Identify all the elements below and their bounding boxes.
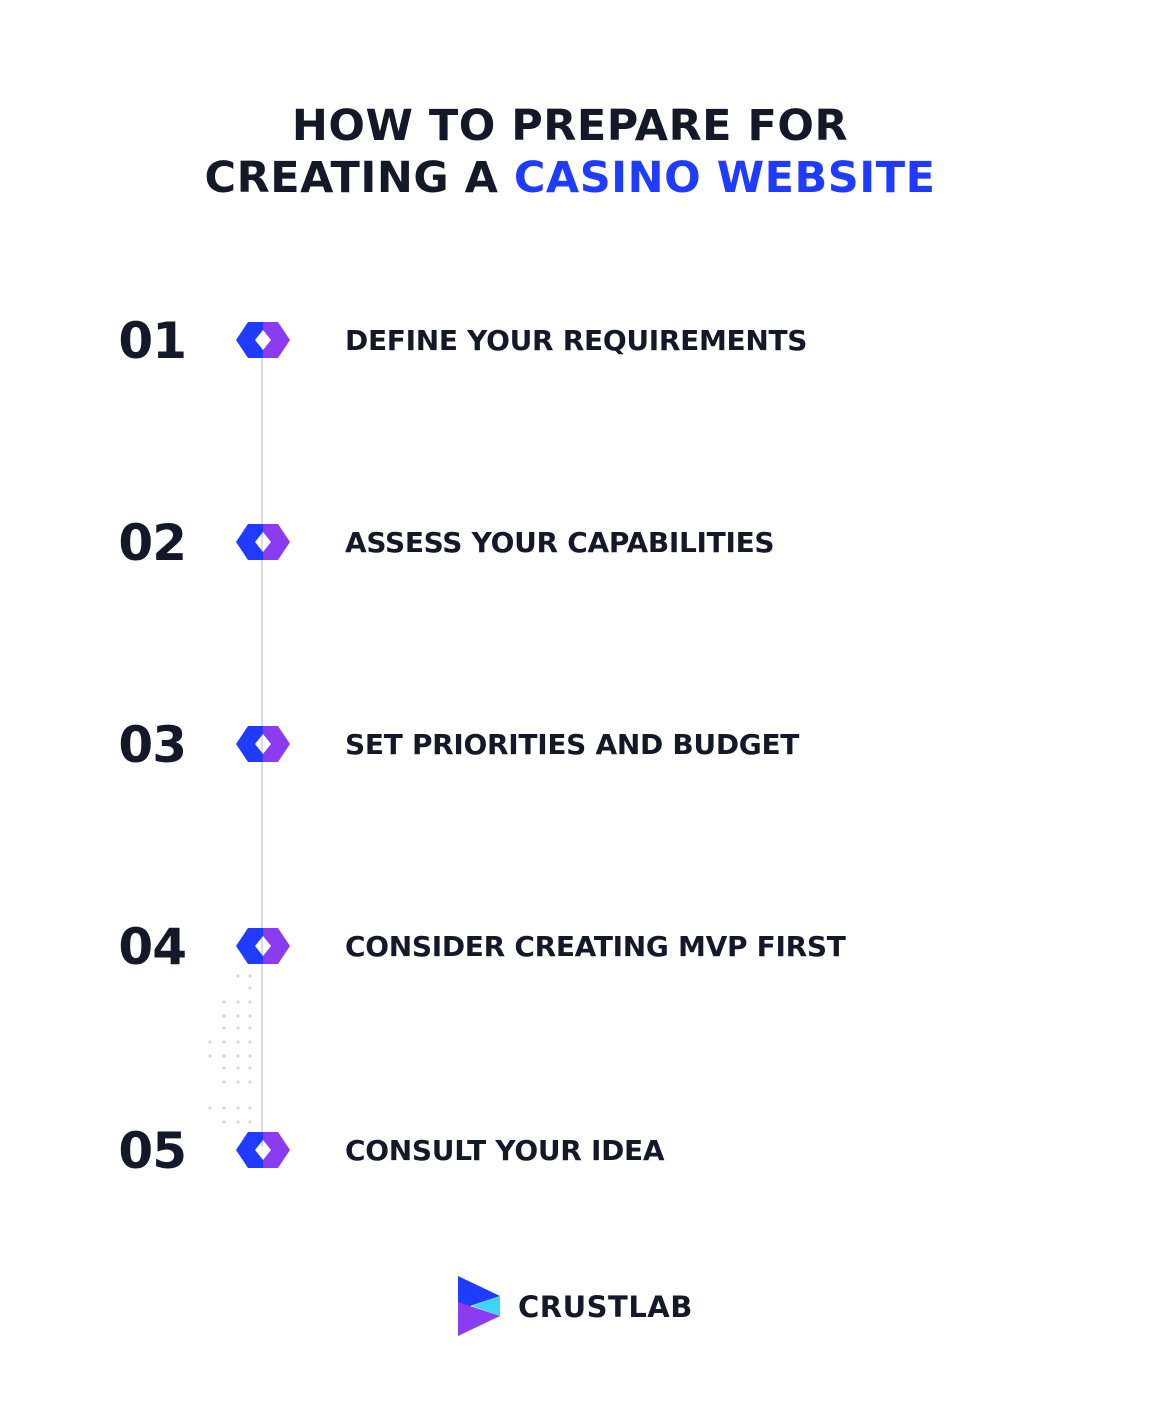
step-5 (0, 1120, 1176, 1180)
diamond-arrow-icon (236, 726, 290, 762)
crustlab-logo-icon (458, 1276, 502, 1336)
decorative-dots (206, 970, 258, 1130)
title-accent: CASINO WEBSITE (513, 153, 936, 203)
diamond-arrow-icon (236, 524, 290, 560)
diamond-arrow-icon (236, 1132, 290, 1168)
step-3 (0, 714, 1176, 774)
step-label: ASSESS YOUR CAPABILITIES (345, 526, 775, 559)
title-line-1: HOW TO PREPARE FOR (291, 101, 849, 151)
title-line-2 (0, 152, 1140, 204)
step-label: DEFINE YOUR REQUIREMENTS (345, 324, 808, 357)
diamond-arrow-icon (236, 928, 290, 964)
step-2 (0, 512, 1176, 572)
step-number: 04 (118, 918, 186, 976)
page-title (0, 100, 1140, 204)
step-number: 05 (118, 1122, 186, 1180)
diamond-arrow-icon (236, 322, 290, 358)
step-label: SET PRIORITIES AND BUDGET (345, 728, 800, 761)
step-number: 03 (118, 716, 186, 774)
title-line-2-prefix: CREATING A (204, 153, 514, 203)
step-label: CONSULT YOUR IDEA (345, 1134, 665, 1167)
step-number: 02 (118, 514, 186, 572)
step-4 (0, 916, 1176, 976)
step-1 (0, 310, 1176, 370)
crustlab-logo (458, 1276, 728, 1336)
step-number: 01 (118, 312, 186, 370)
step-label: CONSIDER CREATING MVP FIRST (345, 930, 846, 963)
brand-name: CRUSTLAB (518, 1290, 693, 1324)
